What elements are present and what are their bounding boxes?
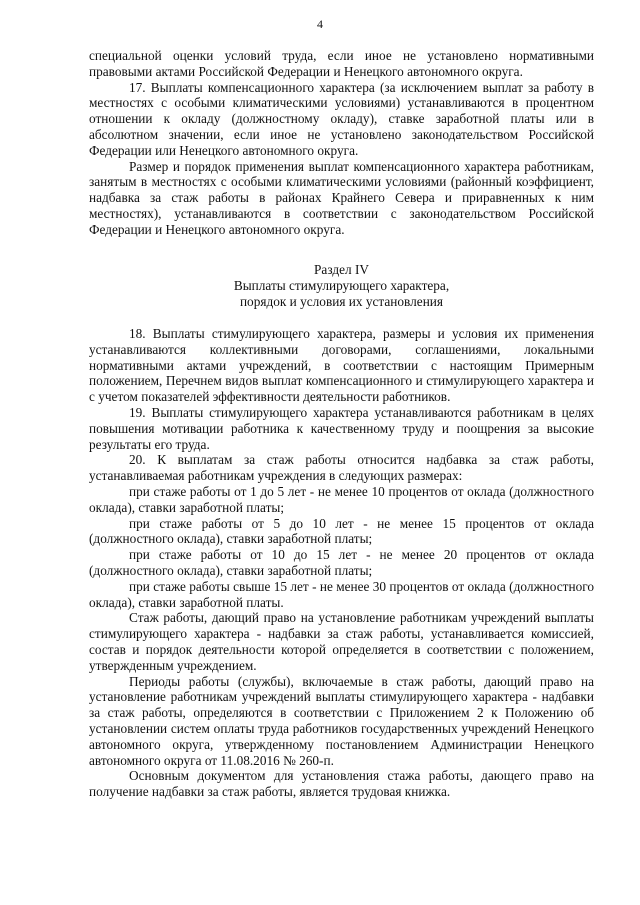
section-heading — [89, 262, 594, 310]
seniority-rate-5-10: при стаже работы от 5 до 10 лет - не менее 15 процентов от оклада (должностного оклада), ставки заработной платы; — [89, 515, 594, 547]
seniority-rate-over-15: при стаже работы свыше 15 лет - не менее 30 процентов от оклада (должностного оклада), ставки заработной платы. — [89, 578, 594, 610]
paragraph-17: 17. Выплаты компенсационного характера (за исключением выплат за работу в местностях с особыми климатическими условиями) устанавливаются в процентном отношении к окладу (должностному окладу), ставке заработной платы или в абсолютном значении, если иное не установлено законодательством Российской Федерации или Ненецкого автономного округа. — [89, 79, 594, 158]
top-text-block — [89, 48, 594, 238]
seniority-rate-1-5: при стаже работы от 1 до 5 лет - не менее 10 процентов от оклада (должностного оклада), ставки заработной платы; — [89, 483, 594, 515]
section-title-line-1: Выплаты стимулирующего характера, — [233, 278, 450, 293]
paragraph-continued: специальной оценки условий труда, если иное не установлено нормативными правовыми актами Российской Федерации и Ненецкого автономного округа. — [89, 48, 594, 79]
paragraph-18: 18. Выплаты стимулирующего характера, размеры и условия их применения устанавливаются коллективными договорами, соглашениями, локальными нормативными актами учреждений, в соответствии с настоящим Примерным положением, Перечнем видов выплат компенсационного и стимулирующего характера и с учетом показателей эффективности деятельности работников. — [89, 326, 594, 405]
paragraph-seniority-commission: Стаж работы, дающий право на установление работникам учреждений выплаты стимулирующего характера - надбавки за стаж работы, устанавливается комиссией, состав и порядок деятельности которой определяется в соответствии с положением, утвержденным учреждением. — [89, 610, 594, 673]
paragraph-19: 19. Выплаты стимулирующего характера устанавливаются работникам в целях повышения мотивации работника к качественному труду и поощрения за высокие результаты его труда. — [89, 404, 594, 452]
seniority-rate-10-15: при стаже работы от 10 до 15 лет - не менее 20 процентов от оклада (должностного оклада), ставки заработной платы; — [89, 547, 594, 578]
paragraph-regional-coefficient: Размер и порядок применения выплат компенсационного характера работникам, занятым в местностях с особыми климатическими условиями (районный коэффициент, надбавка за стаж работы в районах Крайнего Севера и приравненных к ним местностях), устанавливаются в соответствии с законодательством Российской Федерации и Ненецкого автономного округа. — [89, 158, 594, 237]
paragraph-20: 20. К выплатам за стаж работы относится надбавка за стаж работы, устанавливаемая работникам учреждения в следующих размерах: — [89, 452, 594, 484]
paragraph-service-periods: Периоды работы (службы), включаемые в стаж работы, дающий право на установление работникам учреждений выплаты стимулирующего характера - надбавки за стаж работы, определяются в соответствии с Приложением 2 к Положению об установлении систем оплаты труда работников государственных учреждений Ненецкого автономного округа, утвержденному постановлением Администрации Ненецкого автономного округа от 11.08.2016 № 260-п. — [89, 673, 594, 768]
section-text-block — [89, 326, 594, 800]
page-number: 4 — [317, 17, 323, 31]
section-title-line-2: порядок и условия их установления — [239, 294, 444, 309]
paragraph-work-record-book: Основным документом для установления стажа работы, дающего право на получение надбавки за стаж работы, является трудовая книжка. — [89, 768, 594, 800]
section-number: Раздел IV — [314, 262, 369, 277]
